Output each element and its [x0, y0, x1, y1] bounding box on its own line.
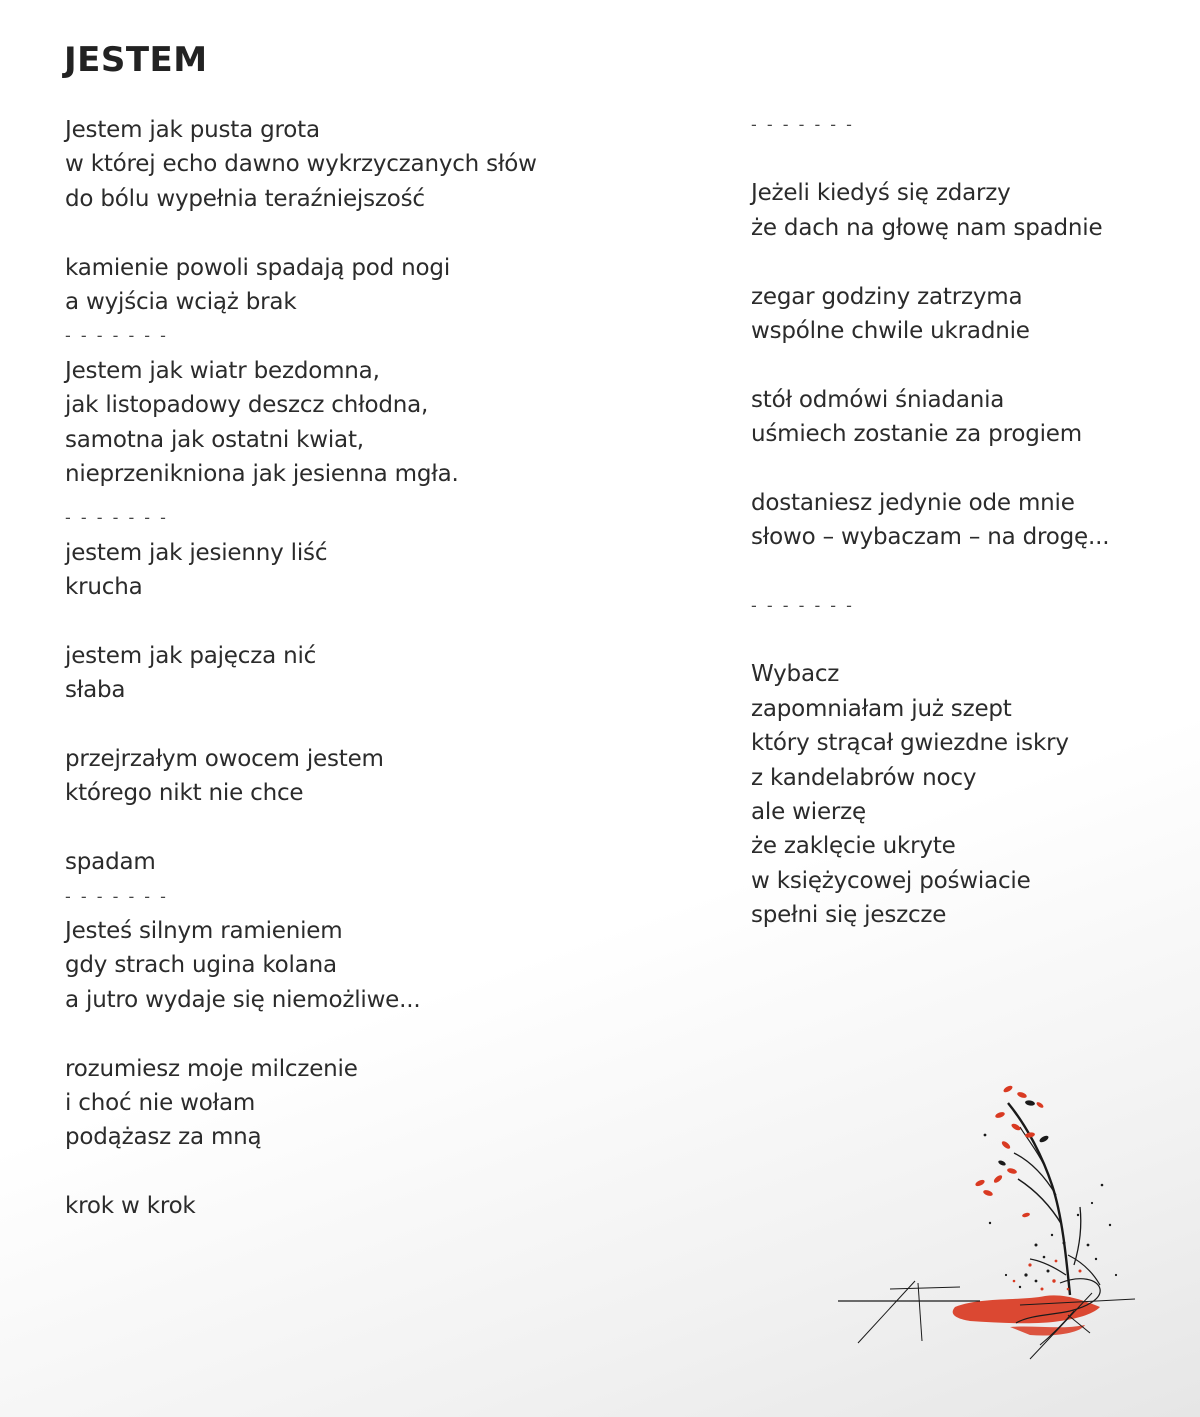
dark-leaf [1038, 1134, 1049, 1143]
left-column [65, 113, 625, 1224]
red-leaf [994, 1111, 1005, 1119]
red-splash-streak [1010, 1325, 1085, 1336]
poem-line: a jutro wydaje się niemożliwe... [65, 986, 421, 1013]
poem-line: w której echo dawno wykrzyczanych słów [65, 151, 537, 178]
right-column [751, 108, 1171, 933]
dark-leaf [1025, 1100, 1036, 1107]
poem-line: dostaniesz jedynie ode mnie [751, 489, 1075, 516]
stanza [65, 914, 625, 1017]
poem-line: którego nikt nie chce [65, 780, 304, 807]
red-leaf [1007, 1167, 1018, 1174]
tree-branch [1018, 1179, 1062, 1225]
tree-trunk [1008, 1103, 1070, 1295]
poem-line: Jeżeli kiedyś się zdarzy [751, 180, 1011, 207]
section-separator: - - - - - - - [751, 115, 855, 134]
section-separator: - - - - - - - [65, 886, 169, 906]
ink-dots [984, 1134, 1118, 1289]
ground-line [918, 1283, 922, 1341]
red-leaf [1001, 1140, 1012, 1150]
poem-line: podążasz za mną [65, 1124, 262, 1151]
poem-line: że dach na głowę nam spadnie [751, 214, 1103, 241]
poem-line: Jestem jak wiatr bezdomna, [65, 357, 380, 384]
section-separator: - - - - - - - [65, 326, 169, 346]
poem-line: słaba [65, 677, 126, 704]
red-leaf [993, 1174, 1004, 1184]
poem-line: kamienie powoli spadają pod nogi [65, 254, 451, 281]
stanza [751, 280, 1171, 349]
poem-line: krok w krok [65, 1193, 196, 1220]
poem-line: z kandelabrów nocy [751, 764, 977, 791]
section-separator: - - - - - - - [65, 508, 169, 528]
poem-line: i choć nie wołam [65, 1089, 256, 1116]
stanza [65, 742, 625, 811]
ground-line [890, 1287, 960, 1289]
poem-line: że zaklęcie ukryte [751, 833, 956, 860]
poem-line: a wyjścia wciąż brak [65, 288, 297, 315]
stanza [65, 251, 625, 320]
stanza [65, 113, 625, 216]
tree-branch [1014, 1153, 1056, 1195]
poem-line: stół odmówi śniadania [751, 386, 1005, 413]
poem-line: jestem jak jesienny liść [65, 539, 328, 566]
poem-title: JESTEM [64, 40, 208, 80]
stanza [751, 383, 1171, 452]
red-leaf [1022, 1212, 1031, 1218]
stanza [751, 176, 1171, 245]
poem-line: Jestem jak pusta grota [65, 117, 320, 143]
poem-line: przejrzałym owocem jestem [65, 746, 384, 773]
poem-line: jestem jak pajęcza nić [65, 642, 317, 669]
poem-line: w księżycowej poświacie [751, 867, 1031, 894]
stanza [751, 486, 1171, 555]
poem-line: uśmiech zostanie za progiem [751, 421, 1082, 448]
red-leaf [1016, 1091, 1027, 1099]
dark-leaf [998, 1159, 1007, 1166]
stanza [65, 1189, 625, 1223]
poem-line: zegar godziny zatrzyma [751, 283, 1023, 310]
stanza [751, 657, 1171, 932]
poem-line: spadam [65, 849, 156, 876]
poem-line: nieprzenikniona jak jesienna mgła. [65, 460, 459, 487]
poem-line: do bólu wypełnia teraźniejszość [65, 185, 425, 212]
stanza [65, 639, 625, 708]
poem-line: zapomniałam już szept [751, 695, 1012, 722]
red-leaf [1002, 1084, 1013, 1093]
ground-line [858, 1281, 915, 1343]
poem-line: który strącał gwiezdne iskry [751, 730, 1069, 757]
poem-line: Wybacz [751, 661, 840, 688]
stanza [65, 1052, 625, 1155]
red-leaf [1036, 1101, 1045, 1109]
poem-line: gdy strach ugina kolana [65, 952, 337, 979]
stanza [65, 354, 625, 492]
poem-line: wspólne chwile ukradnie [751, 317, 1030, 344]
red-leaf [982, 1189, 993, 1197]
section-separator: - - - - - - - [751, 596, 855, 616]
poem-line: jak listopadowy deszcz chłodna, [65, 392, 429, 419]
red-leaf [1010, 1122, 1021, 1131]
poem-line: rozumiesz moje milczenie [65, 1055, 358, 1082]
ink-tree-illustration-icon [830, 1075, 1150, 1375]
poem-line: spełni się jeszcze [751, 902, 947, 929]
poem-line: słowo – wybaczam – na drogę... [751, 524, 1110, 551]
stanza [65, 845, 625, 879]
red-leaf [974, 1179, 985, 1188]
tree-branch [1030, 1259, 1066, 1275]
poem-line: ale wierzę [751, 799, 866, 826]
stanza [65, 536, 625, 605]
poem-line: Jesteś silnym ramieniem [65, 917, 343, 944]
poem-line: samotna jak ostatni kwiat, [65, 426, 364, 453]
poem-line: krucha [65, 574, 143, 601]
